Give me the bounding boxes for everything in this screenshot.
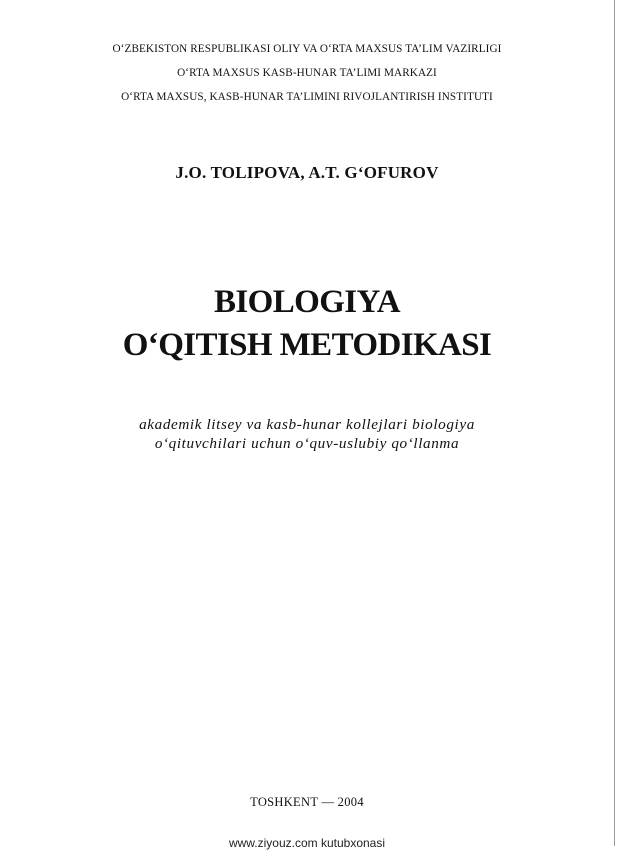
book-title-line-1: BIOLOGIYA — [214, 284, 400, 320]
footer-link[interactable]: www.ziyouz.com kutubxonasi — [228, 836, 386, 850]
viewer-gutter — [615, 0, 625, 846]
subtitle-line-1: akademik litsey va kasb-hunar kollejlari biologiya — [139, 416, 475, 433]
subtitle-line-2: o‘qituvchilari uchun o‘quv-uslubiy qo‘llanma — [154, 435, 460, 452]
authors: J.O. TOLIPOVA, A.T. G‘OFUROV — [175, 163, 439, 182]
ministry-line-3: O‘RTA MAXSUS, KASB-HUNAR TA’LIMINI RIVOJLANTIRISH INSTITUTI — [121, 91, 493, 103]
book-title-line-2: O‘QITISH METODIKASI — [122, 327, 492, 363]
imprint-city-year: TOSHKENT — 2004 — [250, 795, 364, 809]
ministry-line-1: O‘ZBEKISTON RESPUBLIKASI OLIY VA O‘RTA MAXSUS TA’LIM VAZIRLIGI — [112, 43, 502, 55]
ministry-line-2: O‘RTA MAXSUS KASB-HUNAR TA’LIMI MARKAZI — [177, 67, 437, 79]
